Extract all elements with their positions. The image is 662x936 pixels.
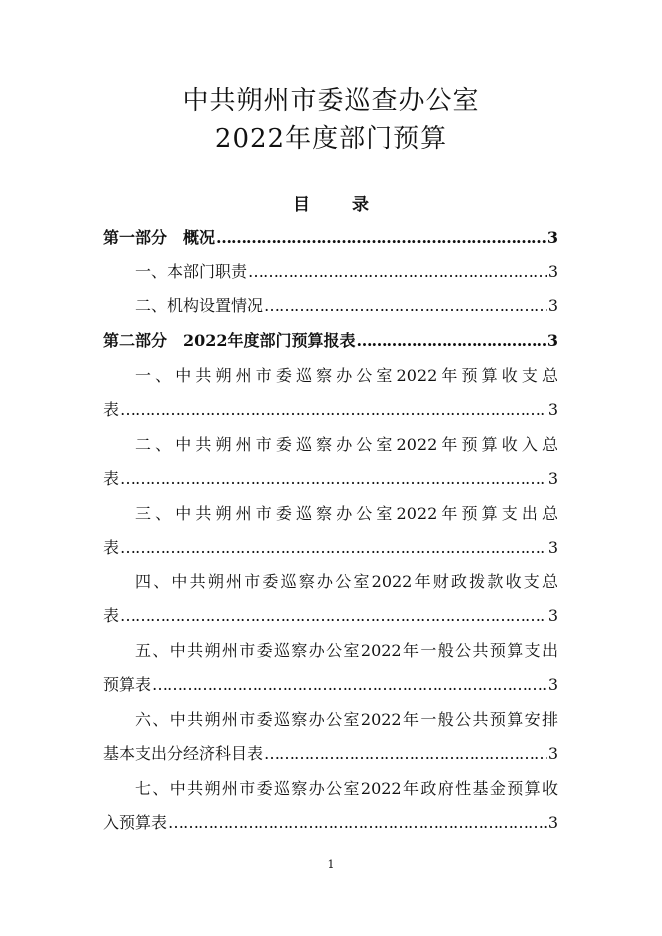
document-title-line2: 2022年度部门预算 [214, 124, 448, 154]
toc-leader-dots [168, 811, 547, 835]
toc-page-number: 3 [546, 228, 558, 247]
page-number: 1 [327, 858, 335, 871]
toc-entry-structure[interactable] [103, 294, 558, 318]
toc-entry-table5-line1[interactable]: 五、中共朔州市委巡察办公室2022年一般公共预算支出 [135, 641, 558, 660]
toc-entry-part1[interactable] [103, 226, 558, 250]
toc-entry-table7-line1[interactable]: 七、中共朔州市委巡察办公室2022年政府性基金预算收 [135, 779, 558, 798]
toc-leader-dots [120, 536, 547, 560]
toc-leader-dots [120, 467, 547, 491]
toc-page-number: 3 [547, 606, 558, 625]
toc-entry-table3-line1[interactable]: 三、中共朔州市委巡察办公室2022年预算支出总 [135, 504, 558, 523]
toc-leader-dots [152, 673, 547, 697]
toc-page-number: 3 [547, 469, 558, 488]
toc-entry-table6-line2[interactable] [103, 742, 558, 766]
toc-leader-dots [248, 260, 547, 284]
toc-page-number: 3 [546, 331, 558, 350]
toc-entry-label: 表 [103, 400, 120, 419]
toc-page-number: 3 [547, 262, 558, 281]
toc-entry-duties[interactable] [103, 260, 558, 284]
toc-entry-table6-line1[interactable]: 六、中共朔州市委巡察办公室2022年一般公共预算安排 [135, 710, 558, 729]
toc-entry-table3-line2[interactable] [103, 536, 558, 560]
toc-leader-dots [357, 329, 546, 353]
toc-page-number: 3 [547, 400, 558, 419]
toc-page-number: 3 [547, 813, 558, 832]
toc-leader-dots [264, 294, 547, 318]
toc-entry-label: 预算表 [103, 675, 152, 694]
toc-entry-table1-line2[interactable] [103, 398, 558, 422]
toc-entry-table2-line2[interactable] [103, 467, 558, 491]
toc-entry-table2-line1[interactable]: 二、中共朔州市委巡察办公室2022年预算收入总 [135, 435, 558, 454]
toc-entry-table4-line2[interactable] [103, 604, 558, 628]
toc-page-number: 3 [547, 675, 558, 694]
toc-entry-label: 第一部分 概况 [103, 228, 216, 247]
toc-page-number: 3 [547, 296, 558, 315]
toc-entry-label: 表 [103, 606, 120, 625]
toc-leader-dots [264, 742, 547, 766]
toc-page-number: 3 [547, 538, 558, 557]
toc-entry-label: 二、机构设置情况 [135, 296, 264, 315]
toc-entry-table4-line1[interactable]: 四、中共朔州市委巡察办公室2022年财政拨款收支总 [135, 572, 558, 591]
toc-entry-label: 基本支出分经济科目表 [103, 744, 264, 763]
document-title-line1: 中共朔州市委巡查办公室 [182, 86, 480, 116]
toc-leader-dots [216, 226, 546, 250]
toc-leader-dots [120, 604, 547, 628]
toc-entry-table1-line1[interactable]: 一、中共朔州市委巡察办公室2022年预算收支总 [135, 366, 558, 385]
toc-entry-table7-line2[interactable] [103, 811, 558, 835]
toc-entry-label: 表 [103, 469, 120, 488]
toc-leader-dots [120, 398, 547, 422]
toc-entry-label: 表 [103, 538, 120, 557]
toc-entry-label: 第二部分 2022年度部门预算报表 [103, 331, 356, 350]
toc-heading: 目 录 [293, 195, 387, 215]
toc-entry-table5-line2[interactable] [103, 673, 558, 697]
toc-entry-label: 入预算表 [103, 813, 168, 832]
toc-entry-part2[interactable] [103, 329, 558, 353]
toc-page-number: 3 [547, 744, 558, 763]
toc-entry-label: 一、本部门职责 [135, 262, 248, 281]
